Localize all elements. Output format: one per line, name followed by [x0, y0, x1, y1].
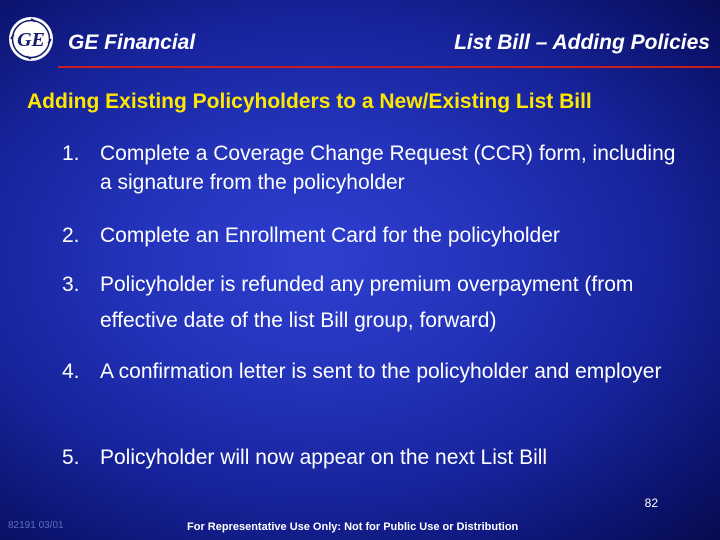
page-number: 82: [644, 496, 658, 510]
footer-notice: For Representative Use Only: Not for Public Use or Distribution: [187, 521, 519, 533]
step-text: Policyholder will now appear on the next List Bill: [100, 446, 548, 469]
step-text: Complete a Coverage Change Request (CCR) form, including a signature from the policyholder: [100, 142, 676, 194]
step-text: A confirmation letter is sent to the policyholder and employer: [100, 360, 662, 383]
document-code: 82191 03/01: [8, 520, 64, 531]
step-item: [62, 219, 682, 253]
step-number: 2.: [62, 224, 80, 247]
step-item: [62, 354, 682, 390]
step-text: Complete an Enrollment Card for the policyholder: [100, 224, 560, 247]
step-number: 5.: [62, 446, 80, 469]
section-subtitle: Adding Existing Policyholders to a New/Existing List Bill: [27, 90, 592, 113]
step-text: Policyholder is refunded any premium overpayment (from effective date of the list Bill group, forward): [100, 273, 634, 332]
step-number: 3.: [62, 273, 80, 296]
step-item: [62, 139, 682, 197]
company-name: GE Financial: [68, 31, 196, 54]
step-item: [62, 267, 682, 339]
page-title: List Bill – Adding Policies: [454, 31, 710, 54]
svg-text:GE: GE: [17, 29, 45, 51]
step-number: 4.: [62, 360, 80, 383]
step-item: [62, 441, 682, 475]
step-number: 1.: [62, 142, 80, 165]
